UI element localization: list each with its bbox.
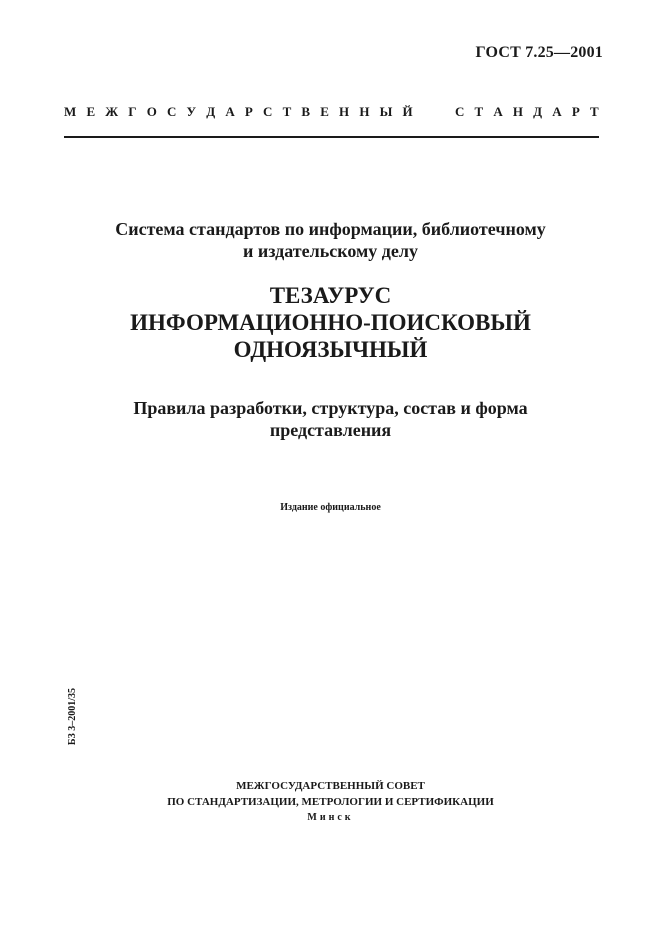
main-title-line: ОДНОЯЗЫЧНЫЙ [233, 337, 428, 362]
category-letter: Г [128, 104, 137, 119]
series-title [40, 218, 621, 262]
category-letter: С [167, 104, 177, 119]
series-title-line: Система стандартов по информации, библиотечному [115, 219, 546, 239]
category-letter: А [493, 104, 503, 119]
category-letter: Ы [379, 104, 393, 119]
gost-number: ГОСТ 7.25—2001 [475, 44, 603, 61]
category-word-gap [423, 104, 445, 120]
side-code: БЗ 3–2001/35 [67, 688, 78, 746]
main-title-line: ТЕЗАУРУС [269, 283, 392, 308]
publisher-block [40, 778, 621, 826]
category-letter: В [301, 104, 311, 119]
category-letter: А [225, 104, 235, 119]
document-category [64, 104, 599, 120]
category-letter: Р [571, 104, 580, 119]
category-letter: О [146, 104, 157, 119]
edition-note: Издание официальное [280, 502, 381, 513]
category-letter: Е [86, 104, 96, 119]
series-title-line: и издательскому делу [243, 241, 418, 261]
category-letter: А [552, 104, 562, 119]
category-letter: Т [474, 104, 484, 119]
category-letter: М [64, 104, 77, 119]
category-letter: Й [402, 104, 413, 119]
category-letter: Т [589, 104, 599, 119]
main-title [40, 282, 621, 363]
category-letter: Т [282, 104, 292, 119]
publisher-line: МЕЖГОСУДАРСТВЕННЫЙ СОВЕТ [236, 780, 425, 792]
subtitle [40, 397, 621, 441]
subtitle-line: представления [269, 420, 392, 440]
main-title-line: ИНФОРМАЦИОННО-ПОИСКОВЫЙ [130, 310, 531, 335]
category-letter: У [186, 104, 197, 119]
publisher-line: ПО СТАНДАРТИЗАЦИИ, МЕТРОЛОГИИ И СЕРТИФИКАЦИИ [167, 796, 494, 808]
category-letter: Н [359, 104, 370, 119]
category-letter: Р [244, 104, 253, 119]
category-letter: С [263, 104, 273, 119]
publisher-city: Минск [307, 812, 354, 823]
header-divider [64, 136, 599, 138]
category-letter: Ж [105, 104, 119, 119]
subtitle-line: Правила разработки, структура, состав и форма [133, 398, 528, 418]
category-letter: С [454, 104, 465, 119]
category-letter: Н [339, 104, 350, 119]
category-letter: Д [533, 104, 543, 119]
category-letter: Н [512, 104, 524, 119]
category-letter: Е [320, 104, 329, 119]
category-letter: Д [206, 104, 216, 119]
